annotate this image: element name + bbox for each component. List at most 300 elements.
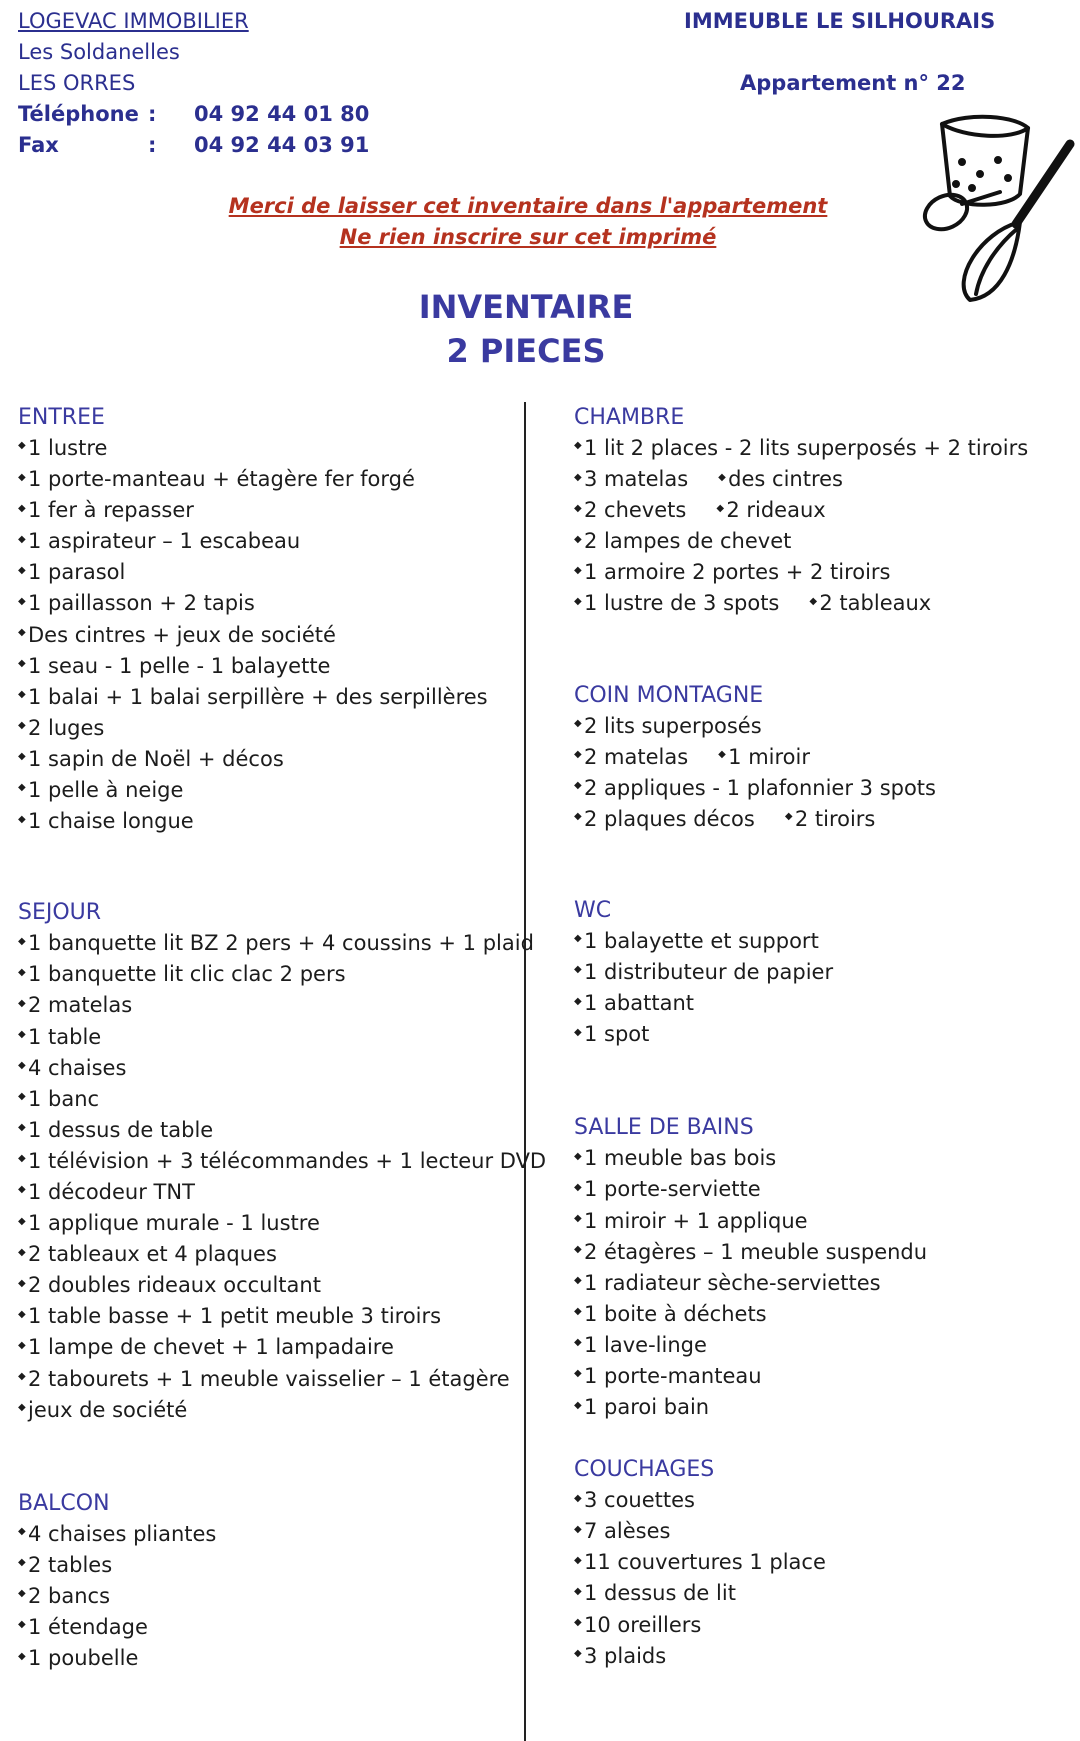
bullet-icon: ◆ — [574, 502, 582, 514]
item-list — [574, 433, 1028, 620]
list-item — [18, 1301, 546, 1332]
list-item — [18, 1519, 546, 1550]
bullet-icon: ◆ — [18, 1215, 26, 1227]
bullet-icon: ◆ — [574, 1026, 582, 1038]
inventory-entry — [18, 1646, 138, 1670]
bullet-icon: ◆ — [18, 1526, 26, 1538]
list-item — [18, 1332, 546, 1363]
bullet-icon: ◆ — [18, 1246, 26, 1258]
section-coin-montagne — [574, 680, 1028, 835]
inventory-entry — [574, 560, 891, 584]
bullet-icon: ◆ — [18, 1402, 26, 1414]
page-title: INVENTAIRE — [418, 288, 634, 326]
inventory-entry — [18, 1522, 216, 1546]
list-item — [18, 1270, 546, 1301]
item-text: 2 tableaux et 4 plaques — [28, 1242, 277, 1267]
inventory-entry — [809, 591, 931, 615]
inventory-entry — [18, 778, 183, 802]
item-text: 2 appliques - 1 plafonnier 3 spots — [584, 775, 936, 800]
item-text: 2 rideaux — [726, 498, 826, 523]
list-item — [18, 1146, 546, 1177]
bullet-icon: ◆ — [18, 658, 26, 670]
bullet-icon: ◆ — [574, 471, 582, 483]
bullet-icon: ◆ — [574, 1337, 582, 1349]
section-title: ENTREE — [18, 405, 105, 430]
bullet-icon: ◆ — [574, 533, 582, 545]
inventory-entry — [574, 591, 779, 615]
bullet-icon: ◆ — [574, 564, 582, 576]
item-text: 2 plaques décos — [584, 806, 755, 831]
section-entree — [18, 402, 546, 837]
item-text: 4 chaises — [28, 1055, 127, 1080]
item-list — [574, 711, 1028, 835]
item-text: 4 chaises pliantes — [28, 1521, 217, 1546]
item-text: 1 banquette lit clic clac 2 pers — [28, 962, 346, 987]
bullet-icon: ◆ — [574, 1244, 582, 1256]
list-item — [574, 773, 1028, 804]
list-item — [18, 775, 546, 806]
section-sejour — [18, 897, 546, 1426]
item-text: 3 couettes — [584, 1488, 695, 1513]
inventory-entry — [574, 1302, 767, 1326]
bullet-icon: ◆ — [784, 811, 793, 823]
inventory-entry — [18, 591, 255, 615]
bullet-icon: ◆ — [18, 1619, 26, 1631]
inventory-entry — [18, 1211, 320, 1235]
inventory-entry — [574, 1177, 761, 1201]
list-item — [574, 1610, 1028, 1641]
inventory-entry — [574, 1519, 670, 1543]
inventory-entry — [18, 993, 132, 1017]
section-title: WC — [574, 897, 612, 923]
inventory-entry — [574, 745, 688, 769]
inventory-entry — [18, 716, 104, 740]
bullet-icon: ◆ — [574, 440, 582, 452]
list-item — [574, 804, 1028, 835]
inventory-entry — [574, 991, 694, 1015]
inventory-entry — [716, 498, 825, 522]
list-item — [574, 495, 1028, 526]
item-text: 2 étagères – 1 meuble suspendu — [584, 1239, 928, 1264]
inventory-entry — [18, 560, 125, 584]
bullet-icon: ◆ — [574, 1648, 582, 1660]
inventory-entry — [18, 1025, 101, 1049]
item-text: 1 balai + 1 balai serpillère + des serpillères — [28, 684, 488, 709]
item-text: 1 paillasson + 2 tapis — [28, 591, 255, 616]
list-item — [18, 1084, 546, 1115]
item-text: jeux de société — [28, 1397, 188, 1422]
section-title: SEJOUR — [18, 900, 102, 926]
section-balcon — [18, 1488, 546, 1674]
bullet-icon: ◆ — [18, 1184, 26, 1196]
bullet-icon: ◆ — [18, 782, 26, 794]
item-text: 1 lave-linge — [584, 1332, 707, 1357]
bullet-icon: ◆ — [574, 995, 582, 1007]
list-item — [18, 588, 546, 619]
item-text: 10 oreillers — [584, 1612, 702, 1637]
item-text: 2 tabourets + 1 meuble vaisselier – 1 étagère — [28, 1366, 510, 1391]
list-item — [574, 1237, 1028, 1268]
list-item — [18, 959, 546, 990]
inventory-entry — [18, 1056, 126, 1080]
list-item — [18, 744, 546, 775]
item-text: 1 armoire 2 portes + 2 tiroirs — [584, 560, 891, 585]
list-item — [18, 620, 546, 651]
inventory-entry — [18, 1180, 195, 1204]
item-text: 1 lustre de 3 spots — [584, 591, 780, 616]
page-subtitle: 2 PIECES — [446, 332, 606, 370]
inventory-entry — [18, 654, 330, 678]
list-item — [574, 588, 1028, 619]
item-text: 1 parasol — [28, 560, 126, 585]
section-title: COIN MONTAGNE — [574, 682, 764, 708]
item-text: 1 porte-manteau + étagère fer forgé — [28, 467, 415, 492]
bullet-icon: ◆ — [18, 440, 26, 452]
address-line-1: Les Soldanelles — [18, 40, 180, 64]
item-text: 1 fer à repasser — [28, 498, 194, 523]
item-text: des cintres — [728, 467, 843, 492]
bullet-icon: ◆ — [574, 595, 582, 607]
section-title: SALLE DE BAINS — [574, 1115, 754, 1141]
item-text: 1 décodeur TNT — [28, 1179, 195, 1204]
list-item — [18, 928, 546, 959]
right-column — [574, 402, 1028, 1672]
bullet-icon: ◆ — [18, 1588, 26, 1600]
phone-separator: : — [148, 102, 157, 126]
list-item — [18, 1395, 546, 1426]
item-text: 1 sapin de Noël + décos — [28, 746, 284, 771]
list-item — [574, 1392, 1028, 1423]
inventory-entry — [574, 1146, 776, 1170]
inventory-entry — [574, 436, 1028, 460]
item-list — [18, 433, 546, 837]
bullet-icon: ◆ — [574, 1523, 582, 1535]
bullet-icon: ◆ — [809, 595, 818, 607]
item-text: 1 balayette et support — [584, 928, 819, 953]
list-item — [18, 1053, 546, 1084]
inventory-entry — [718, 745, 810, 769]
apartment-number: Appartement n° 22 — [740, 71, 966, 95]
building-name: IMMEUBLE LE SILHOURAIS — [684, 9, 996, 33]
list-item — [18, 1177, 546, 1208]
item-text: 1 dessus de table — [28, 1117, 214, 1142]
inventory-entry — [18, 498, 194, 522]
bullet-icon: ◆ — [18, 1308, 26, 1320]
inventory-entry — [18, 1335, 394, 1359]
list-item — [574, 957, 1028, 988]
list-item — [18, 433, 546, 464]
list-item — [18, 1364, 546, 1395]
inventory-entry — [574, 1240, 927, 1264]
inventory-entry — [574, 1271, 881, 1295]
list-item — [574, 1299, 1028, 1330]
inventory-entry — [18, 931, 534, 955]
phone-value: 04 92 44 01 80 — [194, 102, 370, 126]
item-text: 2 lits superposés — [584, 713, 762, 738]
item-text: 1 pelle à neige — [28, 778, 184, 803]
list-item — [574, 1174, 1028, 1205]
item-text: 1 miroir + 1 applique — [584, 1208, 808, 1233]
bullet-icon: ◆ — [574, 1306, 582, 1318]
inventory-entry — [18, 1242, 277, 1266]
item-text: 1 chaise longue — [28, 809, 194, 834]
inventory-entry — [574, 1488, 695, 1512]
inventory-entry — [718, 467, 843, 491]
list-item — [18, 495, 546, 526]
section-title: CHAMBRE — [574, 405, 685, 430]
inventory-entry — [574, 1022, 649, 1046]
item-text: 1 poubelle — [28, 1646, 139, 1671]
bullet-icon: ◆ — [18, 689, 26, 701]
bullet-icon: ◆ — [716, 502, 725, 514]
item-text: 2 matelas — [584, 744, 689, 769]
bullet-icon: ◆ — [574, 780, 582, 792]
item-list — [574, 1485, 1028, 1672]
list-item — [574, 1330, 1028, 1361]
item-text: 1 paroi bain — [584, 1395, 710, 1420]
item-list — [18, 1519, 546, 1674]
left-column — [18, 402, 546, 1674]
list-item — [574, 1578, 1028, 1609]
bullet-icon: ◆ — [18, 502, 26, 514]
item-text: 1 spot — [584, 1022, 650, 1047]
item-list — [574, 1143, 1028, 1423]
list-item — [18, 1022, 546, 1053]
bullet-icon: ◆ — [18, 751, 26, 763]
phone-row — [18, 99, 369, 130]
list-item — [18, 1208, 546, 1239]
bullet-icon: ◆ — [18, 1153, 26, 1165]
bullet-icon: ◆ — [574, 1399, 582, 1411]
item-text: 1 distributeur de papier — [584, 960, 834, 985]
list-item — [574, 1361, 1028, 1392]
list-item — [18, 682, 546, 713]
list-item — [574, 1547, 1028, 1578]
item-text: 1 miroir — [728, 744, 810, 769]
item-text: 3 plaids — [584, 1643, 667, 1668]
fax-label: Fax — [18, 133, 59, 157]
item-text: 1 banquette lit BZ 2 pers + 4 coussins + 1 plaid — [28, 931, 534, 956]
bullet-icon: ◆ — [574, 1554, 582, 1566]
inventory-entry — [574, 1395, 709, 1419]
company-block — [18, 6, 369, 161]
item-text: 2 tableaux — [819, 591, 932, 616]
section-chambre — [574, 402, 1028, 620]
bullet-icon: ◆ — [574, 1275, 582, 1287]
list-item — [574, 1206, 1028, 1237]
bullet-icon: ◆ — [574, 933, 582, 945]
inventory-entry — [574, 498, 686, 522]
inventory-entry — [18, 1367, 510, 1391]
list-item — [18, 1115, 546, 1146]
item-list — [574, 926, 1028, 1050]
bullet-icon: ◆ — [574, 811, 582, 823]
list-item — [574, 1516, 1028, 1547]
inventory-entry — [18, 623, 336, 647]
inventory-entry — [574, 467, 688, 491]
list-item — [18, 990, 546, 1021]
phone-label: Téléphone — [18, 102, 139, 126]
inventory-entry — [574, 929, 819, 953]
inventory-entry — [18, 1584, 110, 1608]
inventory-entry — [18, 467, 415, 491]
bullet-icon: ◆ — [18, 1028, 26, 1040]
item-text: 1 banc — [28, 1086, 100, 1111]
bullet-icon: ◆ — [18, 1060, 26, 1072]
list-item — [18, 806, 546, 837]
bullet-icon: ◆ — [18, 533, 26, 545]
item-text: 2 tiroirs — [794, 806, 876, 831]
list-item — [574, 526, 1028, 557]
inventory-entry — [574, 714, 762, 738]
inventory-entry — [18, 1615, 148, 1639]
bullet-icon: ◆ — [18, 720, 26, 732]
bullet-icon: ◆ — [574, 1150, 582, 1162]
bullet-icon: ◆ — [574, 1368, 582, 1380]
item-text: 2 tables — [28, 1552, 113, 1577]
inventory-entry — [18, 1149, 546, 1173]
inventory-entry — [18, 529, 300, 553]
notice-line-2: Ne rien inscrire sur cet imprimé — [339, 225, 717, 249]
item-text: Des cintres + jeux de société — [28, 622, 336, 647]
list-item — [18, 1581, 546, 1612]
bullet-icon: ◆ — [18, 813, 26, 825]
bullet-icon: ◆ — [574, 1181, 582, 1193]
bullet-icon: ◆ — [718, 471, 726, 483]
bullet-icon: ◆ — [574, 1585, 582, 1597]
bullet-icon: ◆ — [574, 1212, 582, 1224]
section-salle-de-bains — [574, 1112, 1028, 1423]
item-text: 11 couvertures 1 place — [584, 1550, 826, 1575]
inventory-entry — [18, 436, 107, 460]
item-text: 1 radiateur sèche-serviettes — [584, 1270, 881, 1295]
item-text: 1 porte-manteau — [584, 1363, 762, 1388]
item-text: 1 table basse + 1 petit meuble 3 tiroirs — [28, 1304, 442, 1329]
item-text: 7 alèses — [584, 1519, 671, 1544]
inventory-entry — [574, 960, 833, 984]
bullet-icon: ◆ — [18, 997, 26, 1009]
inventory-entry — [785, 807, 876, 831]
inventory-entry — [18, 1398, 187, 1422]
list-item — [18, 1239, 546, 1270]
fax-separator: : — [148, 133, 157, 157]
item-text: 1 abattant — [584, 991, 694, 1016]
item-text: 1 lit 2 places - 2 lits superposés + 2 tiroirs — [584, 436, 1029, 460]
item-text: 2 matelas — [28, 993, 133, 1018]
bullet-icon: ◆ — [18, 1091, 26, 1103]
item-text: 3 matelas — [584, 467, 689, 492]
inventory-entry — [18, 962, 346, 986]
item-text: 1 étendage — [28, 1615, 148, 1639]
item-text: 1 aspirateur – 1 escabeau — [28, 529, 301, 554]
bullet-icon: ◆ — [574, 964, 582, 976]
inventory-entry — [574, 1364, 762, 1388]
inventory-entry — [18, 747, 284, 771]
company-name: LOGEVAC IMMOBILIER — [18, 9, 249, 33]
list-item — [574, 988, 1028, 1019]
item-text: 2 bancs — [28, 1583, 111, 1608]
inventory-entry — [574, 529, 791, 553]
bullet-icon: ◆ — [18, 1277, 26, 1289]
bullet-icon: ◆ — [718, 749, 726, 761]
list-item — [18, 1550, 546, 1581]
list-item — [574, 1268, 1028, 1299]
inventory-entry — [18, 1304, 441, 1328]
bullet-icon: ◆ — [18, 1557, 26, 1569]
item-text: 1 lustre — [28, 436, 108, 460]
list-item — [18, 464, 546, 495]
bullet-icon: ◆ — [18, 935, 26, 947]
list-item — [574, 1019, 1028, 1050]
inventory-entry — [18, 1118, 213, 1142]
list-item — [574, 464, 1028, 495]
item-text: 2 lampes de chevet — [584, 529, 792, 554]
section-wc — [574, 895, 1028, 1050]
inventory-entry — [574, 1209, 808, 1233]
bullet-icon: ◆ — [18, 564, 26, 576]
item-text: 2 doubles rideaux occultant — [28, 1273, 321, 1298]
inventory-entry — [18, 1273, 321, 1297]
list-item — [18, 1612, 546, 1643]
item-text: 1 seau - 1 pelle - 1 balayette — [28, 653, 331, 678]
inventory-entry — [18, 685, 488, 709]
list-item — [574, 1485, 1028, 1516]
inventory-entry — [574, 1644, 666, 1668]
inventory-entry — [18, 1087, 99, 1111]
fax-row — [18, 130, 369, 161]
list-item — [18, 1643, 546, 1674]
list-item — [574, 1641, 1028, 1672]
item-text: 1 applique murale - 1 lustre — [28, 1211, 320, 1236]
list-item — [574, 1143, 1028, 1174]
item-text: 1 télévision + 3 télécommandes + 1 lecteur DVD — [28, 1148, 547, 1173]
bullet-icon: ◆ — [18, 1370, 26, 1382]
bullet-icon: ◆ — [18, 471, 26, 483]
section-couchages — [574, 1454, 1028, 1672]
notice-line-1: Merci de laisser cet inventaire dans l'appartement — [228, 194, 828, 218]
bullet-icon: ◆ — [18, 627, 26, 639]
item-text: 1 boite à déchets — [584, 1301, 767, 1326]
item-list — [18, 928, 546, 1426]
address-line-2: LES ORRES — [18, 71, 136, 95]
inventory-entry — [574, 1333, 707, 1357]
item-text: 1 meuble bas bois — [584, 1146, 777, 1171]
section-title: BALCON — [18, 1490, 110, 1516]
item-text: 1 dessus de lit — [584, 1581, 736, 1606]
inventory-entry — [18, 809, 194, 833]
list-item — [18, 713, 546, 744]
bullet-icon: ◆ — [18, 1650, 26, 1662]
list-item — [18, 526, 546, 557]
section-title: COUCHAGES — [574, 1457, 715, 1483]
list-item — [574, 742, 1028, 773]
bullet-icon: ◆ — [574, 749, 582, 761]
bullet-icon: ◆ — [18, 595, 26, 607]
inventory-entry — [574, 807, 755, 831]
bullet-icon: ◆ — [574, 1492, 582, 1504]
list-item — [574, 557, 1028, 588]
list-item — [18, 651, 546, 682]
list-item — [574, 433, 1028, 464]
inventory-entry — [574, 1581, 736, 1605]
bullet-icon: ◆ — [18, 1122, 26, 1134]
list-item — [574, 711, 1028, 742]
bullet-icon: ◆ — [18, 966, 26, 978]
list-item — [574, 926, 1028, 957]
inventory-entry — [574, 1550, 826, 1574]
bullet-icon: ◆ — [574, 718, 582, 730]
item-text: 2 chevets — [584, 498, 687, 523]
